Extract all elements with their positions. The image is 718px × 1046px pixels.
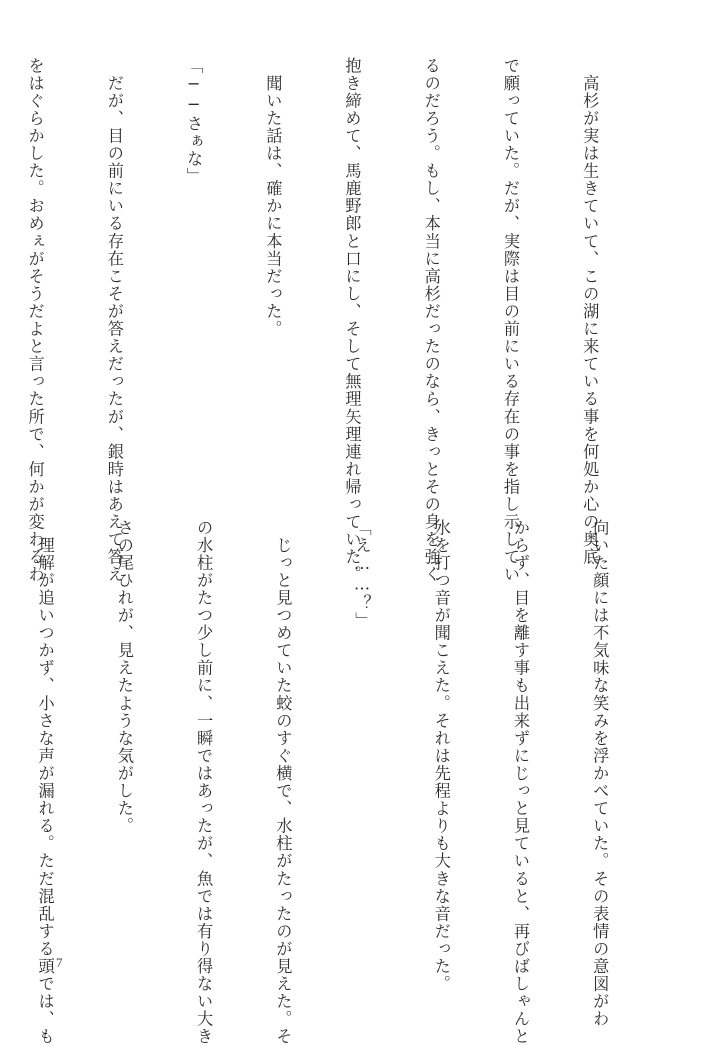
text-line: さの尾ひれが、見えたような気がした。 (114, 519, 134, 835)
text-block-top (0, 57, 655, 584)
text-line: 聞いた話は、確かに本当だった。 (263, 57, 283, 338)
text-line: だが、目の前にいる存在こそが答えだったが、銀時はあえて答え (104, 57, 124, 584)
text-line: るのだろう。もし、本当に高杉だったのなら、きっとその身を強く (421, 57, 441, 584)
text-line: 向いた顔には不気味な笑みを浮かべていた。その表情の意図がわ (590, 519, 610, 1028)
text-line: 高杉が実は生きていて、この湖に来ている事を何処か心の奥底 (580, 57, 600, 566)
text-block-bottom (0, 519, 665, 1046)
dialogue-line: 「──さぁな」 (184, 57, 204, 186)
page-number: 7 (56, 955, 63, 970)
text-line: からず、目を離す事も出来ずにじっと見ていると、再びばしゃんと (510, 519, 530, 1046)
dialogue-line: 「え……？」 (352, 519, 372, 630)
text-line: の水柱がたつ少し前に、一瞬ではあったが、魚では有り得ない大き (194, 519, 214, 1046)
text-line: 抱き締めて、馬鹿野郎と口にし、そして無理矢理連れ帰っていた。 (342, 57, 362, 584)
text-line: 理解が追いつかず、小さな声が漏れる。ただ混乱する頭では、も (35, 519, 55, 1046)
text-line: 水を打つ音が聞こえた。それは先程よりも大きな音だった。 (431, 519, 451, 993)
text-line: じっと見つめていた蛟のすぐ横で、水柱がたったのが見えた。そ (273, 519, 293, 1046)
text-line: で願っていた。だが、実際は目の前にいる存在の事を指し示してい (500, 57, 520, 584)
text-line: をはぐらかした。おめぇがそうだよと言った所で、何かが変わるわ (25, 57, 45, 584)
